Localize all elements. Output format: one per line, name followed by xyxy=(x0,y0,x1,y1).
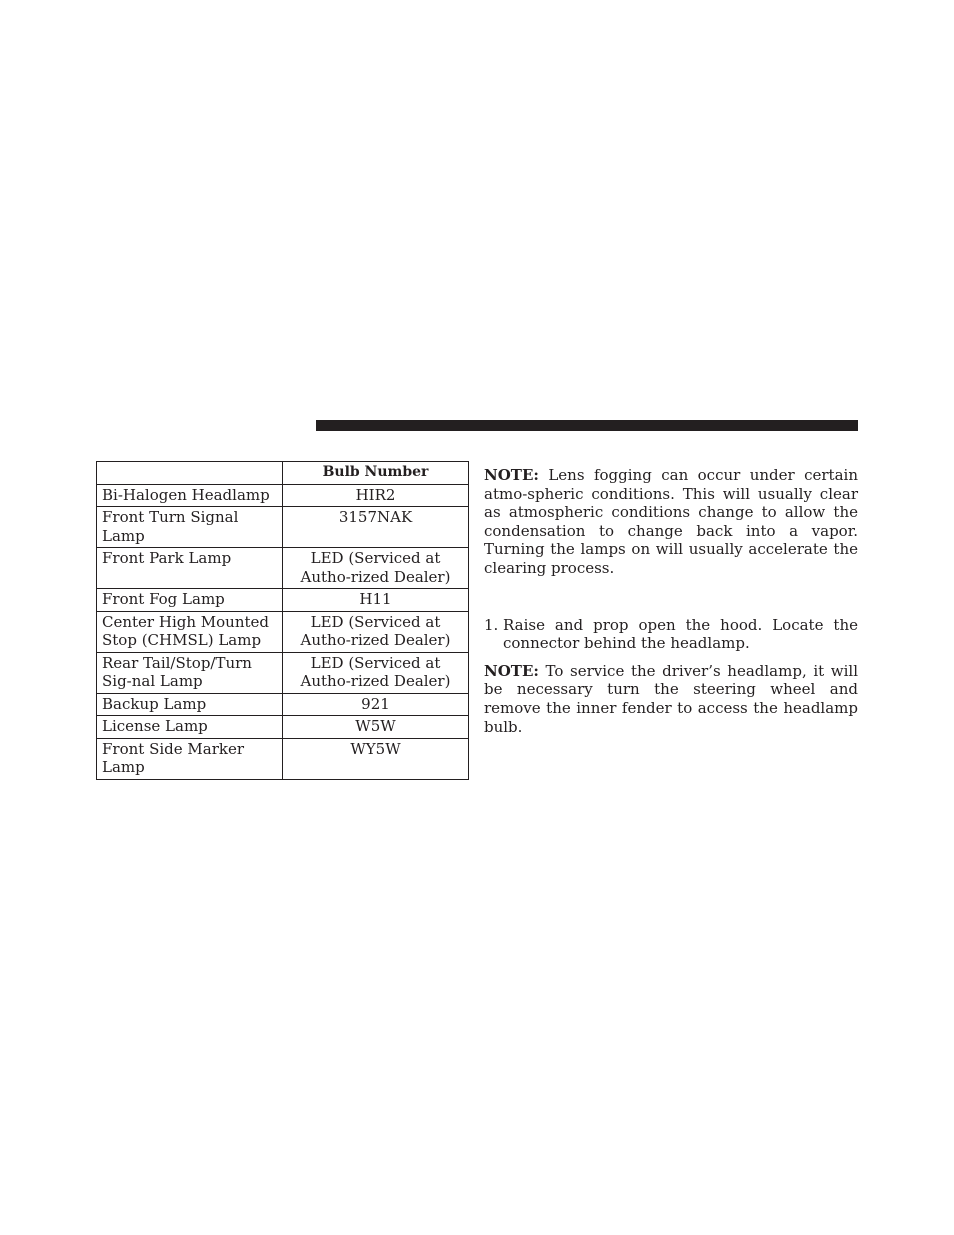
bulb-number: LED (Serviced at Autho-rized Dealer) xyxy=(283,611,469,652)
bulb-table xyxy=(96,461,469,780)
bulb-number: LED (Serviced at Autho-rized Dealer) xyxy=(283,652,469,693)
header-bulb-number: Bulb Number xyxy=(283,462,469,485)
lamp-name: License Lamp xyxy=(97,716,283,739)
table-row xyxy=(97,611,469,652)
section-header-bar xyxy=(316,420,858,431)
bulb-number: 3157NAK xyxy=(283,507,469,548)
bulb-number: 921 xyxy=(283,693,469,716)
note-driver-headlamp xyxy=(484,662,858,736)
lamp-name: Front Park Lamp xyxy=(97,548,283,589)
table-row xyxy=(97,484,469,507)
table-header-row xyxy=(97,462,469,485)
bulb-number: W5W xyxy=(283,716,469,739)
header-lamp xyxy=(97,462,283,485)
lamp-name: Center High Mounted Stop (CHMSL) Lamp xyxy=(97,611,283,652)
table-row xyxy=(97,716,469,739)
note-text: Lens fogging can occur under certain atmo-spheric conditions. This will usually clear as atmospheric conditions change to allow the condensation to change back into a vapor. Turning the lamps on will usually accelerate the clearing process. xyxy=(484,466,858,577)
note-lens-fogging xyxy=(484,466,858,578)
note-label: NOTE: xyxy=(484,661,539,680)
lamp-name: Backup Lamp xyxy=(97,693,283,716)
table-row xyxy=(97,693,469,716)
bulb-number: WY5W xyxy=(283,738,469,779)
lamp-name: Front Side Marker Lamp xyxy=(97,738,283,779)
table-row xyxy=(97,652,469,693)
table-row xyxy=(97,507,469,548)
table-row xyxy=(97,589,469,612)
step-number: 1. xyxy=(484,615,499,634)
table-row xyxy=(97,548,469,589)
bulb-number: HIR2 xyxy=(283,484,469,507)
note-label: NOTE: xyxy=(484,466,539,484)
table-row xyxy=(97,738,469,779)
bulb-number: H11 xyxy=(283,589,469,612)
lamp-name: Rear Tail/Stop/Turn Sig-nal Lamp xyxy=(97,652,283,693)
step-1 xyxy=(484,616,858,653)
lamp-name: Front Turn Signal Lamp xyxy=(97,507,283,548)
right-column-text xyxy=(484,466,858,736)
note-text: To service the driver’s headlamp, it will be necessary turn the steering wheel and remove the inner fender to access the headlamp bulb. xyxy=(484,661,858,736)
lamp-name: Bi-Halogen Headlamp xyxy=(97,484,283,507)
step-text: Raise and prop open the hood. Locate the connector behind the headlamp. xyxy=(503,615,858,653)
bulb-number: LED (Serviced at Autho-rized Dealer) xyxy=(283,548,469,589)
lamp-name: Front Fog Lamp xyxy=(97,589,283,612)
